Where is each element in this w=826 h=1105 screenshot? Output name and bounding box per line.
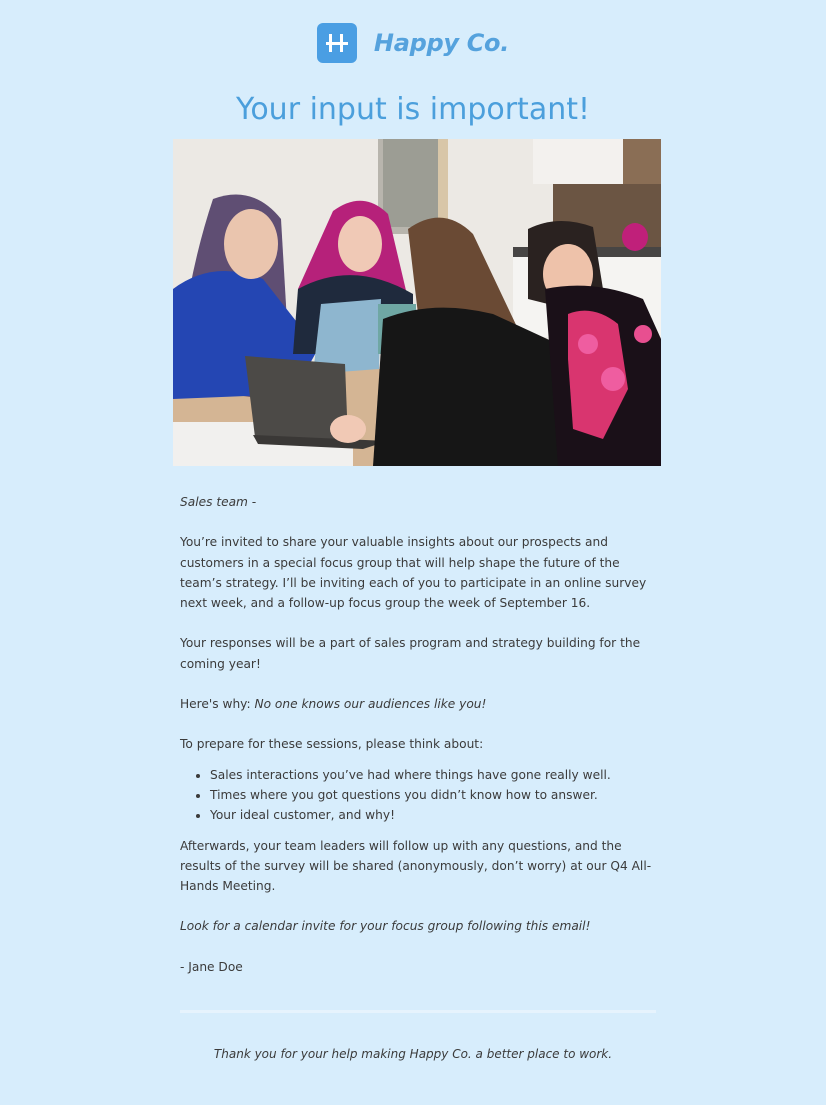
list-item: • Times where you got questions you didn’t know how to answer. [210, 785, 660, 805]
list-item: • Your ideal customer, and why! [210, 805, 660, 825]
page-title: Your input is important! [235, 92, 591, 127]
brand-name: Happy Co. [373, 29, 510, 57]
body-paragraph-why: Here's why: No one knows our audiences like you! [180, 697, 487, 712]
divider [180, 1010, 656, 1013]
hh-monogram-icon [317, 23, 357, 63]
email-body [180, 492, 660, 977]
greeting: Sales team - [180, 495, 257, 509]
body-paragraph-prepare: To prepare for these sessions, please think about: [180, 737, 484, 752]
prep-list [180, 765, 660, 826]
body-paragraph-invite: Look for a calendar invite for your focus group following this email! [180, 919, 591, 934]
team-meeting-photo [173, 139, 661, 466]
header [0, 22, 826, 64]
body-paragraph-invitation: You’re invited to share your valuable insights about our prospects and customers in a special focus group that will help shape the future of the team’s strategy. I’ll be inviting each of you to participate in an online survey next week, and a follow-up focus group the week of September 16. [180, 535, 647, 611]
footer-note: Thank you for your help making Happy Co. a better place to work. [213, 1047, 613, 1061]
body-paragraph-responses: Your responses will be a part of sales program and strategy building for the coming year! [180, 636, 641, 671]
list-item: • Sales interactions you’ve had where things have gone really well. [210, 765, 660, 785]
body-paragraph-afterwards: Afterwards, your team leaders will follow up with any questions, and the results of the survey will be shared (anonymously, don’t worry) at our Q4 All-Hands Meeting. [180, 838, 652, 894]
signature: - Jane Doe [180, 959, 243, 974]
